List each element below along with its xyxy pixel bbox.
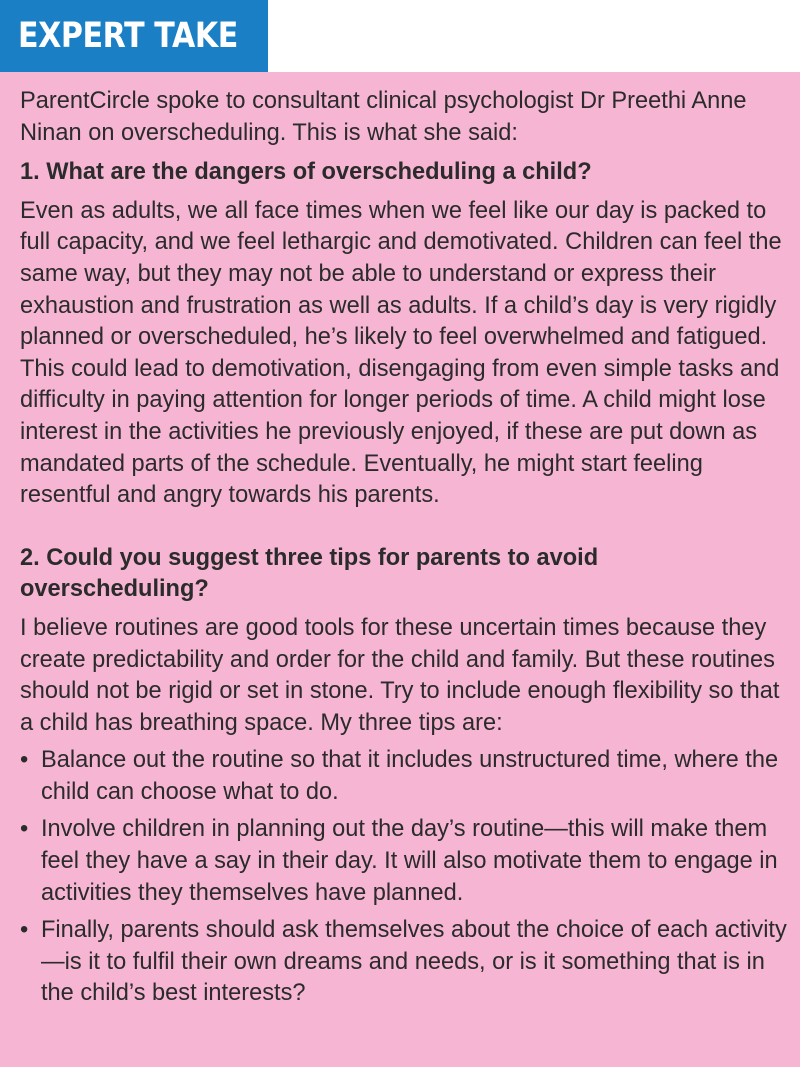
- question-2: 2. Could you suggest three tips for parents to avoid overscheduling?: [20, 544, 599, 603]
- bullet-icon: •: [20, 747, 29, 774]
- header-tab: [0, 0, 268, 72]
- bullet-icon: •: [20, 917, 29, 944]
- bullet-icon: •: [20, 816, 29, 843]
- list-item: [20, 745, 788, 808]
- answer-1: Even as adults, we all face times when we feel like our day is packed to full capacity, and we feel lethargic and demotivated. Children can feel the same way, but they may not be able to understand or express their exhaustion and frustration as well as adults. If a child’s day is very rigidly planned or overscheduled, he’s likely to feel overwhelmed and fatigued. This could lead to demotivation, disengaging from even simple tasks and difficulty in paying attention for longer periods of time. A child might lose interest in the activities he previously enjoyed, if these are put down as mandated parts of the schedule. Eventually, he might start feeling resentful and angry towards his parents.: [20, 197, 782, 509]
- list-item: [20, 915, 788, 1010]
- list-item: [20, 814, 788, 909]
- tip-text: Balance out the routine so that it includes unstructured time, where the child can choose what to do.: [41, 747, 779, 805]
- answer-2: I believe routines are good tools for these uncertain times because they create predictability and order for the child and family. But these routines should not be rigid or set in stone. Try to include enough flexibility so that a child has breathing space. My three tips are:: [20, 614, 780, 736]
- question-1: 1. What are the dangers of overscheduling a child?: [20, 159, 592, 186]
- tip-text: Involve children in planning out the day’s routine—this will make them feel they have a say in their day. It will also motivate them to engage in activities they themselves have planned.: [41, 816, 778, 906]
- content-panel: [0, 72, 800, 1067]
- intro-text: ParentCircle spoke to consultant clinical psychologist Dr Preethi Anne Ninan on overscheduling. This is what she said:: [20, 88, 747, 146]
- tips-list: [20, 745, 788, 1010]
- header-title: EXPERT TAKE: [18, 16, 238, 56]
- tip-text: Finally, parents should ask themselves about the choice of each activity—is it to fulfil their own dreams and needs, or is it something that is in the child’s best interests?: [41, 917, 787, 1007]
